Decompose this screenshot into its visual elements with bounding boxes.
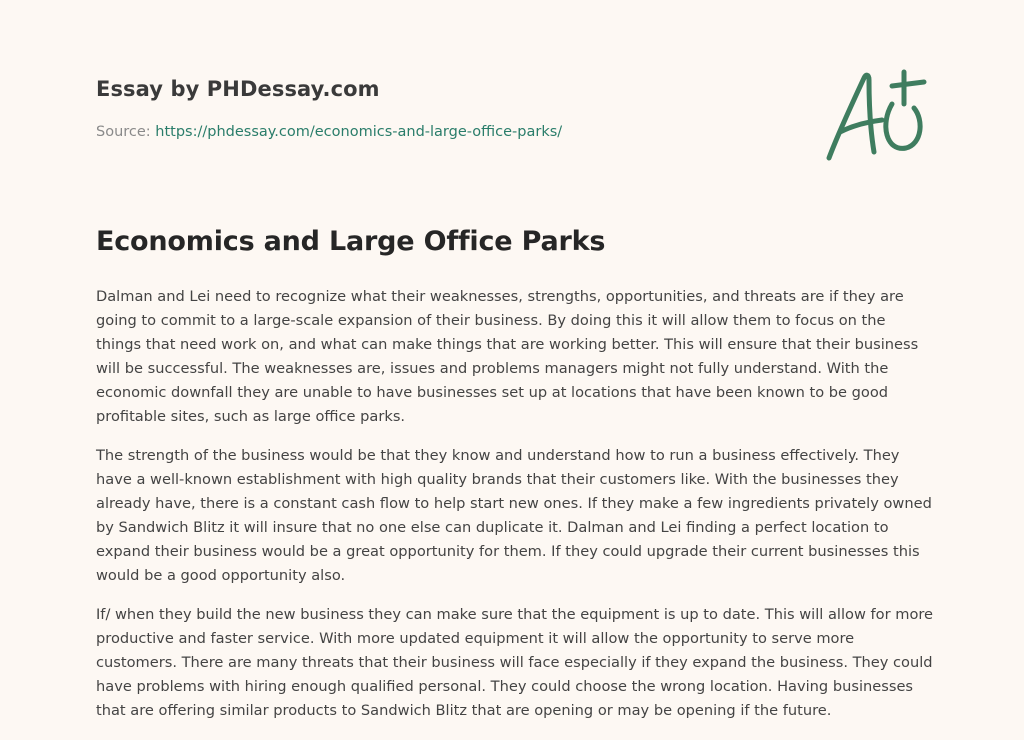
- essay-paragraph: Dalman and Lei need to recognize what their weaknesses, strengths, opportunities, and threats are if they are going to commit to a large-scale expansion of their business. By doing this it will allow them to focus on the things that need work on, and what can make things that are working better. This will ensure that their business will be successful. The weaknesses are, issues and problems managers might not fully understand. With the economic downfall they are unable to have businesses set up at locations that have been known to be good profitable sites, such as large office parks.: [96, 288, 919, 425]
- source-label: Source:: [96, 124, 151, 140]
- essay-paragraph: If/ when they build the new business they can make sure that the equipment is up to date. This will allow for more productive and faster service. With more updated equipment it will allow the opportunity to serve more customers. There are many threats that their business will face especially if they expand the business. They could have problems with hiring enough qualified personal. They could choose the wrong location. Having businesses that are offering similar products to Sandwich Blitz that are opening or may be opening if the future.: [96, 606, 934, 719]
- source-link[interactable]: https://phdessay.com/economics-and-large-office-parks/: [155, 124, 563, 140]
- a-plus-logo-icon: [820, 66, 930, 166]
- essay-paragraph: The strength of the business would be that they know and understand how to run a business effectively. They have a well-known establishment with high quality brands that their customers like. With the businesses they already have, there is a constant cash flow to help start new ones. If they make a few ingredients privately owned by Sandwich Blitz it will insure that no one else can duplicate it. Dalman and Lei finding a perfect location to expand their business would be a great opportunity for them. If they could upgrade their current businesses this would be a good opportunity also.: [96, 447, 932, 584]
- essay-title: Economics and Large Office Parks: [96, 226, 606, 257]
- source-line: [96, 124, 562, 140]
- essay-body: [96, 285, 934, 738]
- brand-title: Essay by PHDessay.com: [96, 77, 380, 101]
